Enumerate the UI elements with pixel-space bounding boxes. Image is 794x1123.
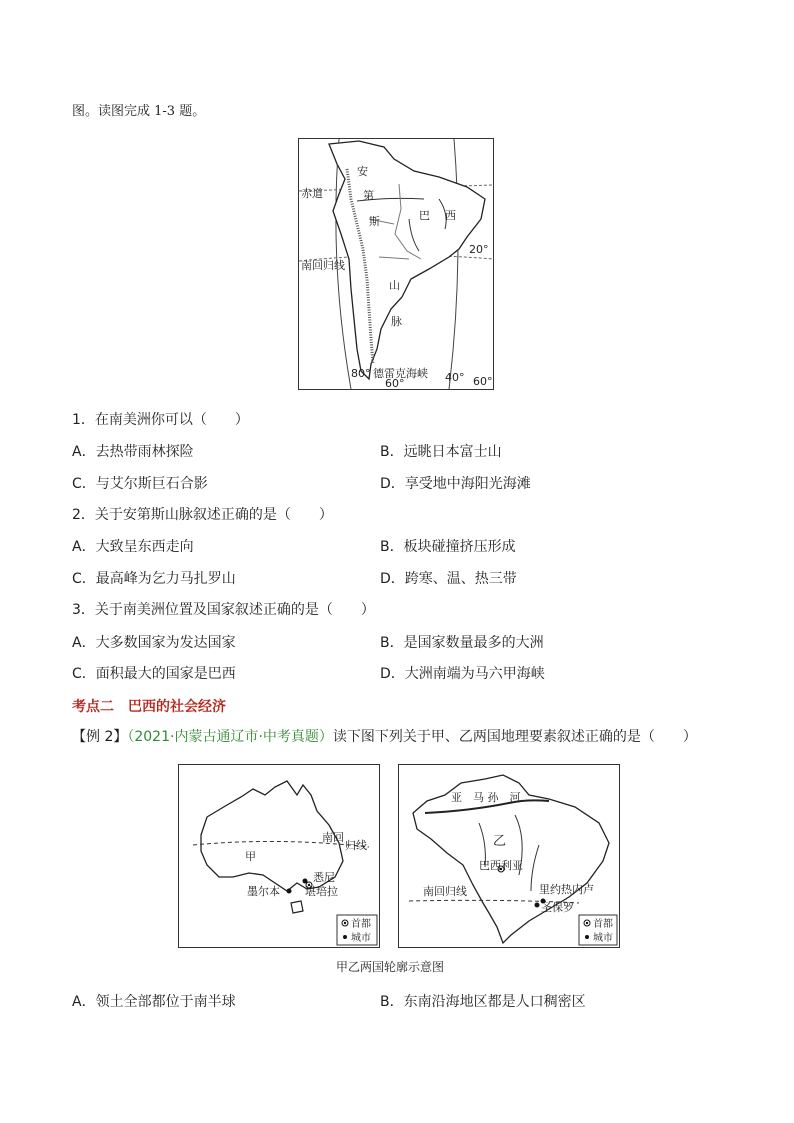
ex2-option-a[interactable]: A．领土全部都位于南半球 [72,994,236,1010]
sydney-label: 悉尼 [313,871,335,884]
figure-caption: 甲乙两国轮廓示意图 [336,960,445,974]
q2-option-d[interactable]: D．跨寒、温、热三带 [380,571,517,587]
deg-60-label-a: 60° [385,377,405,389]
label-di: 第 [363,189,374,202]
q2-option-c[interactable]: C．最高峰为乞力马扎罗山 [72,571,236,587]
q1-option-d[interactable]: D．享受地中海阳光海滩 [380,476,531,492]
melbourne-label: 墨尔本 [247,885,280,898]
example-label: 【例 2】 [72,729,128,745]
example-source: （2021·内蒙古通辽市·中考真题） [127,729,333,745]
tropic-label-a: 南回 [322,831,344,844]
brazil-map-drawing [399,765,619,947]
canberra-label: 堪培拉 [305,885,338,898]
q3-option-b[interactable]: B．是国家数量最多的大洲 [380,635,544,651]
south-america-map [298,138,494,390]
question-1-stem: 1．在南美洲你可以（ ） [72,412,249,428]
equator-label: 赤道 [301,187,323,200]
australia-map [178,764,380,948]
question-3-stem: 3．关于南美洲位置及国家叙述正确的是（ ） [72,602,375,618]
tropic-label: 南回归线 [423,885,467,898]
tropic-label-b: 归线 [345,839,367,852]
section-heading: 考点二 巴西的社会经济 [72,699,226,715]
legend-city-label: 城市 [351,933,371,944]
label-shan: 山 [389,279,400,292]
brazil-map [398,764,620,948]
question-2-stem: 2．关于安第斯山脉叙述正确的是（ ） [72,507,333,523]
intro-text: 图。读图完成 1-3 题。 [72,104,206,119]
tropic-label: 南回归线 [301,259,345,272]
ex2-option-b[interactable]: B．东南沿海地区都是人口稠密区 [380,994,586,1010]
label-an: 安 [357,165,368,178]
deg-60-label-b: 60° [473,375,493,388]
amazon-river-label: 亚 马 孙 河 [451,791,521,804]
legend-capital-label: 首都 [351,919,371,930]
deg-40-label: 40° [445,371,465,384]
label-ba: 巴 [419,209,430,222]
example-text: 读下图下列关于甲、乙两国地理要素叙述正确的是（ ） [332,729,697,745]
south-america-map-drawing [299,139,493,389]
sao-paulo-label: 圣保罗 [541,901,574,914]
jia-label: 甲 [245,850,256,863]
example-line [72,728,697,746]
australia-map-drawing [179,765,379,947]
deg-20-label: 20° [469,243,489,256]
q1-option-c[interactable]: C．与艾尔斯巨石合影 [72,476,208,492]
label-xi: 西 [445,209,456,222]
label-si: 斯 [369,215,380,228]
q2-option-a[interactable]: A．大致呈东西走向 [72,539,194,555]
legend-city-label: 城市 [593,933,613,944]
drake-passage-label: 德雷克海峡 [373,367,428,380]
q1-option-a[interactable]: A．去热带雨林探险 [72,444,194,460]
yi-label: 乙 [493,834,507,849]
q3-option-c[interactable]: C．面积最大的国家是巴西 [72,666,236,682]
brasilia-label: 巴西利亚 [479,859,523,872]
legend-capital-label: 首都 [593,919,613,930]
deg-80-label: 80° [351,367,371,380]
q1-option-b[interactable]: B．远眺日本富士山 [380,444,502,460]
rio-label: 里约热内卢 [539,883,594,896]
q3-option-a[interactable]: A．大多数国家为发达国家 [72,635,236,651]
label-mai: 脉 [391,315,402,328]
q2-option-b[interactable]: B．板块碰撞挤压形成 [380,539,516,555]
q3-option-d[interactable]: D．大洲南端为马六甲海峡 [380,666,545,682]
